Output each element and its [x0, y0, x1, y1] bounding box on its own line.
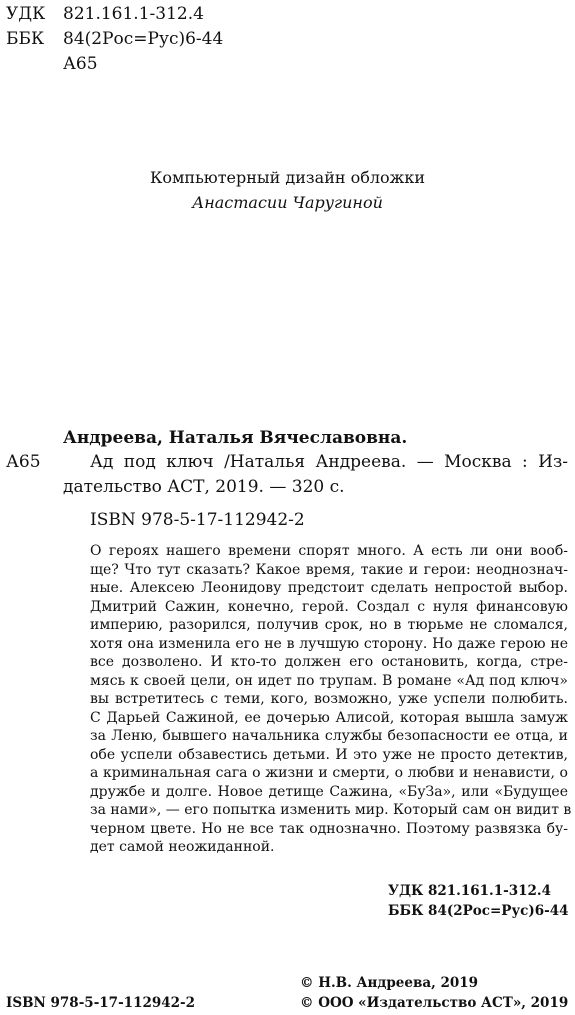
record-heading: Андреева, Наталья Вячеславовна.	[63, 428, 408, 448]
record-sign: А65	[6, 452, 41, 472]
record-isbn: ISBN 978-5-17-112942-2	[90, 510, 305, 530]
annotation-line: дружбе и долге. Новое детище Сажина, «БуЗа», или «Будущее	[90, 783, 568, 800]
annotation-line: мясь к своей цели, он идет по трупам. В романе «Ад под ключ»	[90, 672, 568, 689]
copyright-author: © Н.В. Андреева, 2019	[300, 975, 479, 991]
bottom-bbk: ББК 84(2Рос=Рус)6-44	[388, 903, 569, 919]
annotation-line: Дмитрий Сажин, конечно, герой. Создал с нуля финансовую	[90, 598, 568, 615]
annotation-line: О героях нашего времени спорят много. А есть ли они вооб-	[90, 543, 568, 559]
annotation-line: ще? Что тут сказать? Какое время, такие и герои: неоднознач-	[90, 561, 568, 578]
annotation-line: империю, разорился, получив срок, но в тюрьме не сломался,	[90, 617, 568, 633]
copyright-publisher: © ООО «Издательство АСТ», 2019	[300, 995, 569, 1011]
annotation-line: С Дарьей Сажиной, ее дочерью Алисой, которая вышла замуж	[90, 709, 568, 726]
udk-value: 821.161.1-312.4	[63, 4, 204, 24]
annotation-line: а криминальная сага о жизни и смерти, о любви и ненависти, о	[90, 765, 568, 781]
annotation-line: обе успели обзавестись детьми. И это уже не просто детектив,	[90, 746, 568, 763]
udk-label: УДК	[6, 4, 46, 24]
author-sign: А65	[63, 54, 98, 74]
annotation-line: все дозволено. И кто-то должен его остановить, когда, стре-	[90, 654, 568, 670]
record-line-1: Ад под ключ /Наталья Андреева. — Москва : Из-	[90, 452, 568, 472]
bbk-value: 84(2Рос=Рус)6-44	[63, 29, 224, 49]
cover-credit-line: Компьютерный дизайн обложки	[149, 168, 426, 187]
cover-designer-name: Анастасии Чаругиной	[192, 193, 383, 212]
annotation-line: вы встретитесь с теми, кого, возможно, уже успели полюбить.	[90, 691, 568, 707]
annotation-line: хотя она изменила его не в лучшую сторону. Но даже герою не	[90, 635, 568, 652]
bbk-label: ББК	[6, 29, 45, 49]
annotation-line: за нами», — его попытка изменить мир. Который сам он видит в	[90, 802, 572, 818]
record-line-2: дательство АСТ, 2019. — 320 с.	[63, 477, 345, 497]
bottom-udk: УДК 821.161.1-312.4	[388, 883, 551, 899]
annotation-line: дет самой неожиданной.	[90, 839, 275, 855]
annotation-line: черном цвете. Но не все так однозначно. Поэтому развязка бу-	[90, 820, 568, 837]
annotation-line: ные. Алексею Леонидову предстоит сделать непростой выбор.	[90, 580, 568, 596]
footer-isbn: ISBN 978-5-17-112942-2	[6, 995, 196, 1011]
annotation-line: за Леню, бывшего начальника службы безопасности ее отца, и	[90, 728, 568, 744]
annotation	[90, 542, 572, 857]
